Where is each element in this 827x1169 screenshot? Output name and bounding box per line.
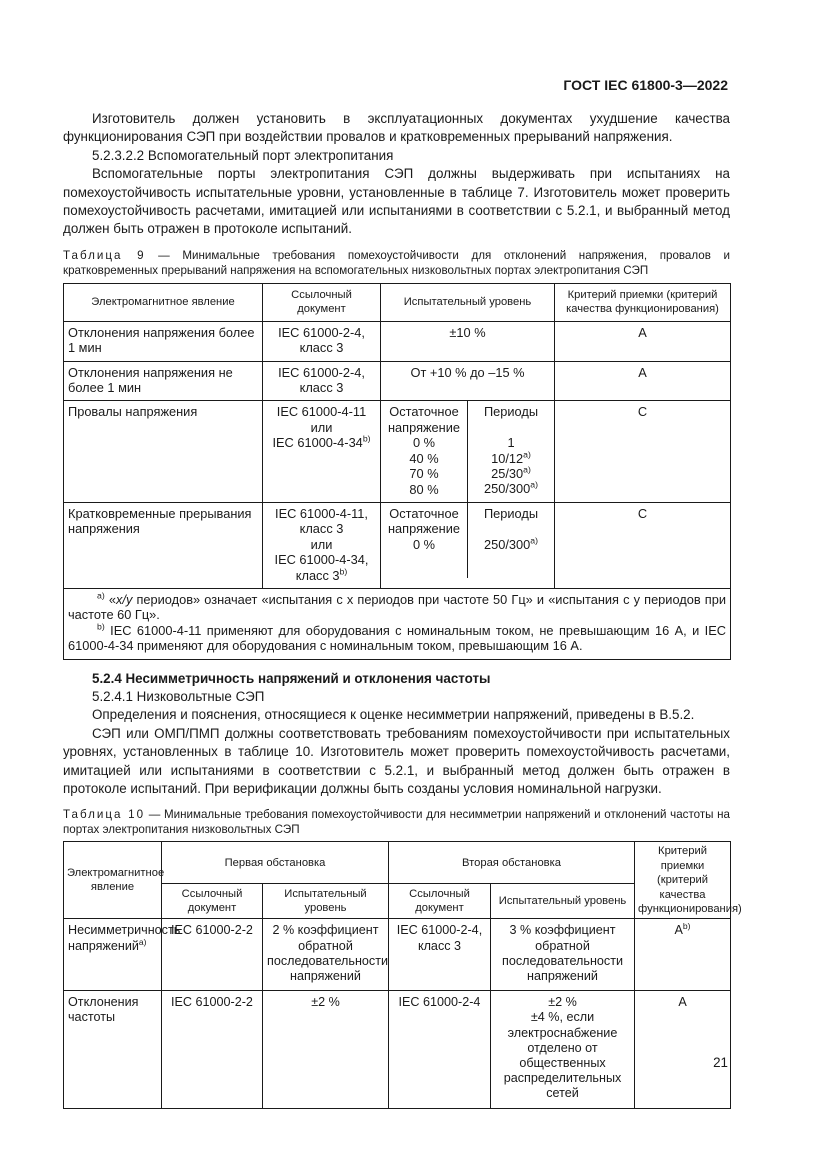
phenomenon-text: Несимметричность напряжений bbox=[68, 923, 181, 953]
table-header-row bbox=[64, 842, 731, 884]
subsection-heading: 5.2.3.2.2 Вспомогательный порт электропитания bbox=[92, 147, 394, 163]
reference-cell: IEC 61000-2-2 bbox=[162, 991, 263, 1108]
footnote-mark: a) bbox=[138, 936, 147, 947]
spacer bbox=[472, 420, 550, 435]
header-cell: Испытательный уровень bbox=[381, 283, 555, 321]
reference-line bbox=[267, 552, 376, 583]
criterion-cell: A bbox=[635, 991, 731, 1108]
residual-voltage-column bbox=[381, 401, 468, 501]
reference-cell: IEC 61000-2-4 bbox=[389, 991, 491, 1108]
table-row bbox=[64, 401, 731, 502]
level-line: ±4 %, если электроснабжение отделено от общественных распределительных сетей bbox=[503, 1010, 622, 1101]
periods-label: Периоды bbox=[483, 404, 539, 420]
period-value bbox=[472, 537, 550, 552]
phenomenon-cell: Отклонения частоты bbox=[64, 991, 162, 1108]
level-cell bbox=[381, 401, 555, 502]
header-cell: Вторая обстановка bbox=[389, 842, 635, 884]
table-footnote bbox=[68, 592, 726, 623]
reference-cell: IEC 61000-2-4, класс 3 bbox=[263, 321, 381, 361]
criterion-cell: C bbox=[555, 502, 731, 588]
header-cell: Испытательный уровень bbox=[491, 884, 635, 919]
level-cell: ±10 % bbox=[381, 321, 555, 361]
table-10-label: Таблица 10 bbox=[63, 808, 146, 822]
period-value bbox=[472, 481, 550, 496]
periods-column bbox=[468, 401, 554, 501]
footnote-mark: a) bbox=[523, 464, 531, 475]
footnote-mark: a) bbox=[530, 480, 538, 491]
section-heading: 5.2.4 Несимметричность напряжений и отклонения частоты bbox=[92, 670, 491, 686]
table-9-label: Таблица 9 bbox=[63, 248, 146, 262]
period-text: 1 bbox=[507, 435, 515, 451]
reference-line: или bbox=[310, 419, 333, 435]
subsection-heading: 5.2.4.1 Низковольтные СЭП bbox=[92, 688, 265, 704]
phenomenon-cell: Провалы напряжения bbox=[64, 401, 263, 502]
paragraph: СЭП или ОМП/ПМП должны соответствовать требованиям помехоустойчивости при испытательных уровнях, установленных в таблице 10. Изготовитель может проверить помехоустойчивость расчетами, имитацией или испытаниями в соответствии с 5.2.1, и выбранный метод должен быть отражен в протоколе испытаний. При верификации должны быть созданы условия номинальной нагрузки. bbox=[63, 725, 730, 796]
footnote-mark: a) bbox=[530, 535, 538, 546]
table-9-caption bbox=[63, 248, 730, 278]
footnote-text: « bbox=[104, 591, 116, 607]
period-text: 250/300 bbox=[484, 536, 531, 552]
header-cell: Критерий приемки (критерий качества функционирования) bbox=[555, 283, 731, 321]
phenomenon-cell: Кратковременные прерывания напряжения bbox=[64, 502, 263, 588]
level-cell: ±2 % bbox=[263, 991, 389, 1108]
residual-value: 80 % bbox=[409, 481, 439, 497]
footnote-mark: b) bbox=[682, 921, 691, 932]
period-value bbox=[472, 451, 550, 466]
criterion-cell: A bbox=[555, 321, 731, 361]
table-notes bbox=[64, 588, 731, 659]
reference-text: IEC 61000-4-34 bbox=[272, 435, 363, 451]
level-cell bbox=[491, 991, 635, 1108]
page-number: 21 bbox=[713, 1055, 728, 1070]
reference-line: IEC 61000-4-11 bbox=[276, 404, 367, 420]
table-10-title: — Минимальные требования помехоустойчивости для несимметрии напряжений и отклонений частоты на портах электропитания низковольтных СЭП bbox=[63, 808, 731, 837]
header-cell: Ссылочный документ bbox=[263, 283, 381, 321]
residual-value: 0 % bbox=[412, 435, 436, 451]
header-cell: Первая обстановка bbox=[162, 842, 389, 884]
header-cell: Электромагнитное явление bbox=[64, 842, 162, 919]
residual-value: 40 % bbox=[409, 450, 439, 466]
header-cell: Критерий приемки (критерий качества функционирования) bbox=[635, 842, 731, 919]
document-code: ГОСТ IEC 61800-3—2022 bbox=[563, 77, 728, 93]
reference-line: IEC 61000-4-11, класс 3 bbox=[275, 505, 368, 537]
residual-voltage-column bbox=[381, 503, 468, 578]
phenomenon-cell: Отклонения напряжения не более 1 мин bbox=[64, 361, 263, 401]
level-cell: 2 % коэффициент обратной последовательности напряжений bbox=[263, 919, 389, 991]
header-cell: Ссылочный документ bbox=[162, 884, 263, 919]
residual-value: 0 % bbox=[412, 536, 436, 552]
reference-cell: IEC 61000-2-4, класс 3 bbox=[263, 361, 381, 401]
footnote-mark: a) bbox=[523, 449, 531, 460]
table-10 bbox=[63, 841, 742, 1108]
residual-value: 70 % bbox=[409, 466, 439, 482]
header-cell: Ссылочный документ bbox=[389, 884, 491, 919]
table-9 bbox=[63, 283, 731, 660]
level-cell bbox=[381, 502, 555, 588]
reference-line bbox=[267, 435, 376, 450]
period-text: 250/300 bbox=[484, 481, 531, 497]
footnote-text: IEC 61000-4-11 применяют для оборудования с номинальным током, не превышающим 16 А, и IEC 61000-4-34 применяют для оборудования с номинальным током, превышающим 16 А. bbox=[68, 622, 726, 654]
residual-label: Остаточное напряжение bbox=[387, 505, 461, 537]
level-cell: 3 % коэффициент обратной последовательности напряжений bbox=[491, 919, 635, 991]
table-9-title: — Минимальные требования помехоустойчивости для отклонений напряжения, провалов и кратковременных прерываний напряжения на вспомогательных низковольтных портах электропитания СЭП bbox=[63, 248, 730, 277]
reference-cell bbox=[263, 401, 381, 502]
criterion-cell: A bbox=[555, 361, 731, 401]
spacer bbox=[472, 521, 550, 536]
table-row bbox=[64, 919, 731, 991]
reference-text: IEC 61000-4-34, класс 3 bbox=[274, 552, 369, 583]
header-cell: Испытательный уровень bbox=[263, 884, 389, 919]
period-value bbox=[472, 435, 550, 450]
criterion-text: A bbox=[674, 923, 683, 938]
footnote-emphasis: x/y bbox=[115, 591, 133, 607]
paragraph: Определения и пояснения, относящиеся к оценке несимметрии напряжений, приведены в В.5.2. bbox=[92, 707, 695, 723]
phenomenon-cell bbox=[64, 919, 181, 991]
paragraph: Изготовитель должен установить в эксплуатационных документах ухудшение качества функционирования СЭП при воздействии провалов и кратковременных прерываний напряжения. bbox=[63, 111, 730, 145]
table-notes-row bbox=[64, 588, 731, 659]
footnote-text: периодов» означает «испытания с x периодов при частоте 50 Гц» и «испытания с y периодов при частоте 60 Гц». bbox=[68, 591, 726, 623]
periods-label: Периоды bbox=[483, 505, 539, 521]
footnote-mark: b) bbox=[362, 434, 371, 445]
period-value bbox=[472, 466, 550, 481]
footnote-mark: b) bbox=[339, 566, 348, 577]
phenomenon-cell: Отклонения напряжения более 1 мин bbox=[64, 321, 263, 361]
level-line: ±2 % bbox=[548, 995, 577, 1010]
footnote-mark: a) bbox=[97, 590, 105, 601]
reference-cell: IEC 61000-2-2 bbox=[162, 919, 263, 991]
table-header-row bbox=[64, 283, 731, 321]
table-row bbox=[64, 321, 731, 361]
page-body bbox=[63, 110, 742, 1109]
reference-line: или bbox=[310, 536, 333, 552]
period-text: 25/30 bbox=[491, 466, 524, 482]
level-cell: От +10 % до –15 % bbox=[381, 361, 555, 401]
table-header-row bbox=[64, 884, 731, 919]
period-text: 10/12 bbox=[491, 450, 524, 466]
table-row bbox=[64, 502, 731, 588]
table-footnote bbox=[68, 623, 726, 654]
header-cell: Электромагнитное явление bbox=[64, 283, 263, 321]
paragraph: Вспомогательные порты электропитания СЭП должны выдерживать при испытаниях на помехоустойчивость испытательные уровни, установленные в таблице 7. Изготовитель может проверить помехоустойчивость расчетами, имитацией или испытаниями в соответствии с 5.2.1, и выбранный метод должен быть отражен в протоколе испытаний. bbox=[63, 166, 730, 237]
reference-cell bbox=[263, 502, 381, 588]
criterion-cell bbox=[635, 919, 731, 991]
table-row bbox=[64, 361, 731, 401]
footnote-mark: b) bbox=[97, 621, 105, 632]
criterion-cell: C bbox=[555, 401, 731, 502]
reference-cell: IEC 61000-2-4, класс 3 bbox=[389, 919, 491, 991]
residual-label: Остаточное напряжение bbox=[387, 404, 461, 435]
table-row bbox=[64, 991, 731, 1108]
periods-column bbox=[468, 503, 554, 578]
table-10-caption bbox=[63, 807, 730, 837]
